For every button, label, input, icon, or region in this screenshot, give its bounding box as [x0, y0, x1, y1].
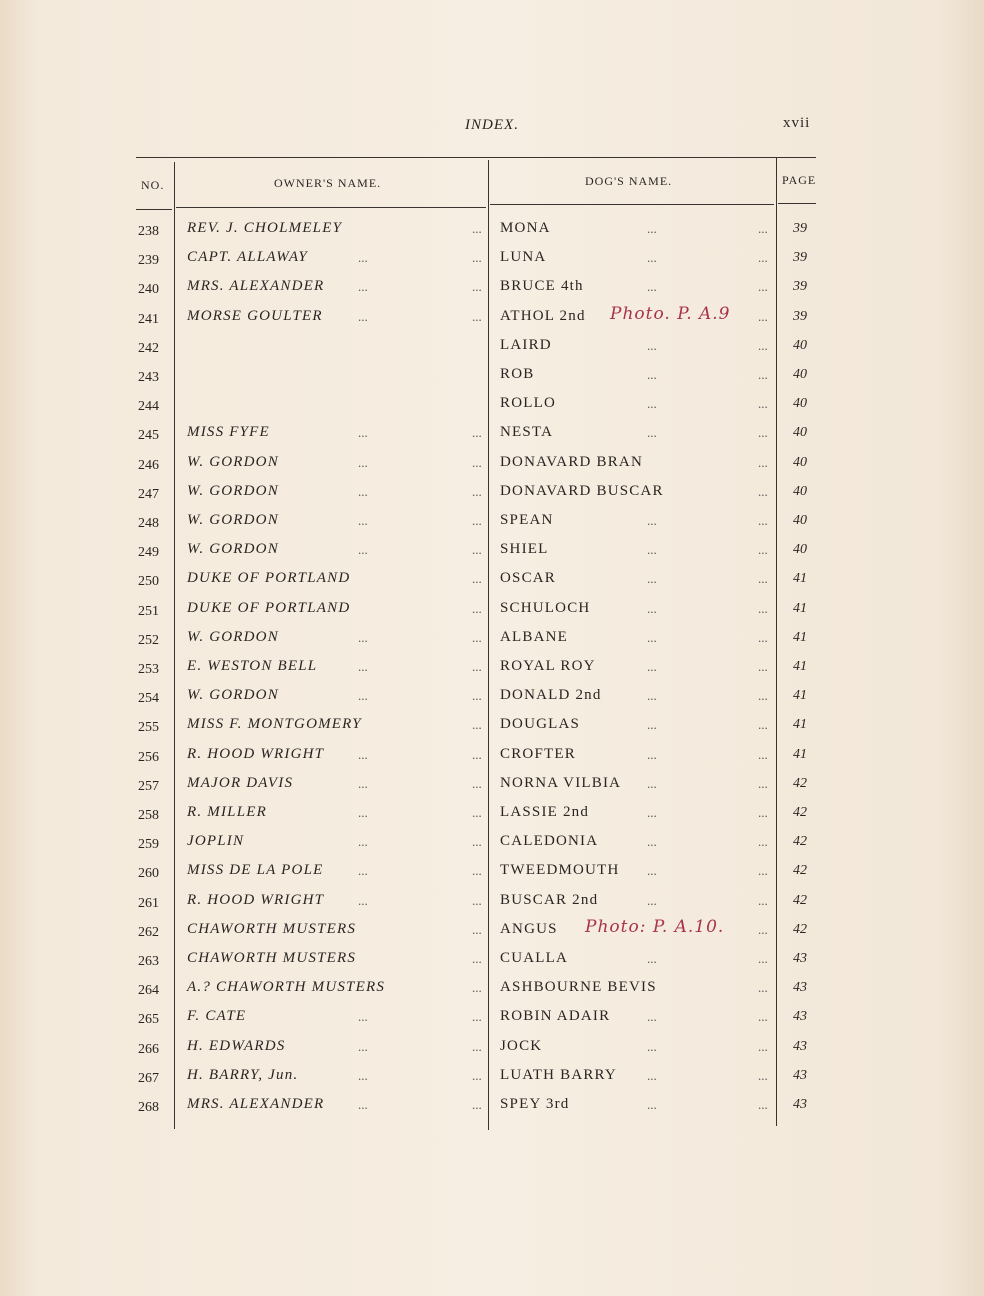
- dog-name: LUNA: [500, 249, 547, 266]
- table-row: [0, 716, 984, 745]
- table-top-rule: [136, 157, 816, 158]
- owner-column-leader: ...: [472, 659, 482, 674]
- owner-column-leader: ...: [472, 805, 482, 820]
- owner-name: CHAWORTH MUSTERS: [187, 920, 357, 937]
- owner-leader: ...: [358, 1009, 368, 1025]
- page-reference: 40: [793, 367, 807, 382]
- owner-column-leader: ...: [472, 483, 482, 499]
- dog-name: ROBIN ADAIR: [500, 1008, 611, 1025]
- page-reference: 40: [793, 513, 807, 528]
- dog-name: DOUGLAS: [500, 716, 581, 733]
- page-reference: 39: [793, 308, 807, 324]
- owner-column-leader: ...: [472, 921, 482, 937]
- owner-name: F. CATE: [187, 1008, 247, 1025]
- entry-number: 260: [138, 866, 159, 882]
- owner-name: MISS FYFE: [187, 424, 270, 441]
- dog-name: ROB: [500, 366, 535, 382]
- owner-leader: ...: [358, 250, 368, 266]
- dog-name: TWEEDMOUTH: [500, 862, 620, 879]
- dog-leader: ...: [647, 1038, 657, 1054]
- dog-leader: ...: [647, 1067, 657, 1083]
- page-leader: ...: [758, 367, 768, 382]
- owner-name: MORSE GOULTER: [187, 307, 323, 324]
- owner-leader: ...: [358, 834, 368, 850]
- owner-leader: ...: [358, 805, 368, 820]
- dog-leader: ...: [647, 221, 657, 236]
- entry-number: 267: [138, 1070, 159, 1086]
- owner-name: W. GORDON: [187, 512, 279, 528]
- dog-name: SHIEL: [500, 541, 549, 558]
- dog-name: LUATH BARRY: [500, 1066, 617, 1083]
- dog-leader: ...: [647, 688, 657, 704]
- page-reference: 42: [793, 921, 807, 937]
- dog-leader: ...: [647, 629, 657, 645]
- no-header-underline: [136, 209, 172, 210]
- page-leader: ...: [758, 337, 768, 353]
- owner-name: JOPLIN: [187, 833, 245, 850]
- owner-column-leader: ...: [472, 250, 482, 266]
- dog-leader: ...: [647, 250, 657, 266]
- table-row: [0, 1038, 984, 1067]
- owner-name: MISS F. MONTGOMERY: [187, 716, 362, 733]
- entry-number: 262: [138, 924, 159, 940]
- dog-leader: ...: [647, 951, 657, 966]
- dog-name: LAIRD: [500, 336, 552, 353]
- owner-leader: ...: [358, 688, 368, 704]
- page-reference: 42: [793, 863, 807, 879]
- owner-leader: ...: [358, 542, 368, 558]
- owner-name: R. HOOD WRIGHT: [187, 745, 325, 762]
- page-leader: ...: [758, 805, 768, 820]
- owner-column-leader: ...: [472, 454, 482, 470]
- table-row: [0, 395, 984, 424]
- dog-name: NORNA VILBIA: [500, 774, 622, 791]
- dog-leader: ...: [647, 513, 657, 528]
- owner-name: MAJOR DAVIS: [187, 774, 294, 791]
- entry-number: 242: [138, 340, 159, 356]
- entry-number: 256: [138, 749, 159, 765]
- owner-leader: ...: [358, 279, 368, 295]
- page-reference: 42: [793, 892, 807, 908]
- owner-leader: ...: [358, 746, 368, 762]
- page-leader: ...: [758, 425, 768, 441]
- table-row: [0, 600, 984, 629]
- table-row: [0, 1008, 984, 1037]
- dog-name: DONALD 2nd: [500, 687, 602, 704]
- table-row: [0, 366, 984, 395]
- owner-column-leader: ...: [472, 279, 482, 295]
- owner-leader: ...: [358, 1067, 368, 1083]
- table-row: [0, 746, 984, 775]
- column-header-owner: OWNER'S NAME.: [274, 176, 382, 190]
- dog-leader: ...: [647, 396, 657, 412]
- dog-leader: ...: [647, 542, 657, 558]
- dog-name: DONAVARD BUSCAR: [500, 482, 664, 499]
- owner-name: CHAWORTH MUSTERS: [187, 950, 357, 966]
- page-reference: 42: [793, 775, 807, 791]
- owner-leader: ...: [358, 483, 368, 499]
- dog-name: ANGUS: [500, 920, 558, 937]
- page-reference: 43: [793, 1038, 807, 1054]
- table-row: [0, 658, 984, 687]
- owner-name: A.? CHAWORTH MUSTERS: [187, 979, 386, 996]
- owner-leader: ...: [358, 454, 368, 470]
- table-row: [0, 629, 984, 658]
- page-leader: ...: [758, 717, 768, 733]
- owner-leader: ...: [358, 775, 368, 791]
- dog-leader: ...: [647, 775, 657, 791]
- page-leader: ...: [758, 1067, 768, 1083]
- owner-name: W. GORDON: [187, 453, 279, 470]
- owner-column-leader: ...: [472, 542, 482, 558]
- dog-name: JOCK: [500, 1037, 543, 1054]
- page-leader: ...: [758, 980, 768, 996]
- table-row: [0, 278, 984, 307]
- table-row: [0, 892, 984, 921]
- page-leader: ...: [758, 863, 768, 879]
- owner-name: REV. J. CHOLMELEY: [187, 220, 343, 236]
- page-leader: ...: [758, 892, 768, 908]
- page-reference: 40: [793, 396, 807, 412]
- owner-column-leader: ...: [472, 775, 482, 791]
- page-reference: 39: [793, 221, 807, 236]
- owner-name: MRS. ALEXANDER: [187, 1096, 325, 1112]
- table-row: [0, 541, 984, 570]
- page-leader: ...: [758, 308, 768, 324]
- owner-leader: ...: [358, 425, 368, 441]
- entry-number: 266: [138, 1041, 159, 1057]
- dog-leader: ...: [647, 659, 657, 674]
- dog-name: BRUCE 4th: [500, 278, 584, 295]
- page-leader: ...: [758, 1097, 768, 1112]
- page-leader: ...: [758, 951, 768, 966]
- page-leader: ...: [758, 775, 768, 791]
- owner-name: R. HOOD WRIGHT: [187, 891, 325, 908]
- page-leader: ...: [758, 1009, 768, 1025]
- table-row: [0, 804, 984, 833]
- owner-leader: ...: [358, 659, 368, 674]
- owner-column-leader: ...: [472, 688, 482, 704]
- dog-leader: ...: [647, 425, 657, 441]
- table-row: [0, 775, 984, 804]
- dog-name: NESTA: [500, 424, 554, 441]
- owner-name: W. GORDON: [187, 541, 279, 558]
- table-row: [0, 570, 984, 599]
- page-leader: ...: [758, 483, 768, 499]
- dog-name: BUSCAR 2nd: [500, 891, 599, 908]
- owner-column-leader: ...: [472, 1097, 482, 1112]
- table-row: [0, 454, 984, 483]
- dog-leader: ...: [647, 600, 657, 616]
- page-leader: ...: [758, 571, 768, 587]
- dog-leader: ...: [647, 746, 657, 762]
- table-row: [0, 862, 984, 891]
- page-leader: ...: [758, 834, 768, 850]
- owner-column-leader: ...: [472, 571, 482, 587]
- table-row: [0, 512, 984, 541]
- owner-name: E. WESTON BELL: [187, 658, 318, 674]
- page-title: INDEX.: [465, 117, 519, 133]
- owner-column-leader: ...: [472, 980, 482, 996]
- dog-name: ALBANE: [500, 628, 569, 645]
- dog-name: OSCAR: [500, 570, 557, 587]
- entry-number: 268: [138, 1100, 159, 1115]
- dog-name: SPEAN: [500, 512, 554, 528]
- entry-number: 240: [138, 282, 159, 298]
- dog-name: ATHOL 2nd: [500, 307, 586, 324]
- entry-number: 265: [138, 1012, 159, 1028]
- owner-leader: ...: [358, 1038, 368, 1054]
- column-header-page: PAGE: [782, 173, 817, 187]
- table-row: [0, 303, 984, 337]
- entry-number: 261: [138, 895, 159, 911]
- owner-name: H. BARRY, Jun.: [187, 1066, 299, 1083]
- page-leader: ...: [758, 746, 768, 762]
- page-leader: ...: [758, 221, 768, 236]
- entry-number: 254: [138, 691, 159, 707]
- dog-name: MONA: [500, 220, 551, 236]
- column-header-no: NO.: [141, 178, 165, 192]
- page-reference: 41: [793, 688, 807, 704]
- owner-name: W. GORDON: [187, 628, 279, 645]
- dog-name: ROYAL ROY: [500, 658, 596, 674]
- dog-header-underline: [490, 204, 774, 205]
- page-leader: ...: [758, 629, 768, 645]
- owner-column-leader: ...: [472, 834, 482, 850]
- table-row: [0, 916, 984, 950]
- page-reference: 41: [793, 629, 807, 645]
- table-row: [0, 833, 984, 862]
- dog-leader: ...: [647, 571, 657, 587]
- page-reference: 43: [793, 1097, 807, 1112]
- entry-number: 238: [138, 224, 159, 239]
- page-reference: 43: [793, 951, 807, 966]
- owner-column-leader: ...: [472, 221, 482, 236]
- page-reference: 40: [793, 542, 807, 558]
- entry-number: 249: [138, 545, 159, 561]
- table-row: [0, 483, 984, 512]
- owner-name: MRS. ALEXANDER: [187, 278, 325, 295]
- entry-number: 247: [138, 486, 159, 502]
- entry-number: 257: [138, 778, 159, 794]
- owner-column-leader: ...: [472, 746, 482, 762]
- dog-name: SPEY 3rd: [500, 1096, 570, 1112]
- page-reference: 41: [793, 600, 807, 616]
- dog-leader: ...: [647, 337, 657, 353]
- owner-column-leader: ...: [472, 1067, 482, 1083]
- owner-name: H. EDWARDS: [187, 1037, 286, 1054]
- owner-header-underline: [176, 207, 486, 208]
- entry-number: 250: [138, 574, 159, 590]
- page-reference: 42: [793, 805, 807, 820]
- dog-leader: ...: [647, 863, 657, 879]
- dog-name: DONAVARD BRAN: [500, 453, 643, 470]
- owner-leader: ...: [358, 308, 368, 324]
- owner-column-leader: ...: [472, 1009, 482, 1025]
- table-row: [0, 249, 984, 278]
- handwritten-annotation: Photo. P. A.9: [610, 303, 731, 324]
- owner-column-leader: ...: [472, 425, 482, 441]
- owner-leader: ...: [358, 1097, 368, 1112]
- entry-number: 263: [138, 954, 159, 969]
- page-reference: 41: [793, 571, 807, 587]
- entry-number: 252: [138, 632, 159, 648]
- page-reference: 43: [793, 1067, 807, 1083]
- owner-name: R. MILLER: [187, 804, 267, 820]
- page-reference: 41: [793, 717, 807, 733]
- owner-name: MISS DE LA POLE: [187, 862, 324, 879]
- owner-column-leader: ...: [472, 951, 482, 966]
- page-leader: ...: [758, 659, 768, 674]
- entry-number: 259: [138, 837, 159, 853]
- owner-column-leader: ...: [472, 308, 482, 324]
- dog-leader: ...: [647, 892, 657, 908]
- table-row: [0, 220, 984, 249]
- entry-number: 246: [138, 457, 159, 473]
- handwritten-annotation: Photo: P. A.10.: [585, 916, 725, 937]
- column-header-dog: DOG'S NAME.: [585, 174, 673, 188]
- owner-column-leader: ...: [472, 1038, 482, 1054]
- dog-leader: ...: [647, 717, 657, 733]
- page-reference: 41: [793, 659, 807, 674]
- table-row: [0, 950, 984, 979]
- owner-name: DUKE OF PORTLAND: [187, 570, 351, 587]
- entry-number: 255: [138, 720, 159, 736]
- table-row: [0, 424, 984, 453]
- page-reference: 39: [793, 279, 807, 295]
- table-row: [0, 979, 984, 1008]
- page-leader: ...: [758, 688, 768, 704]
- page-header-underline: [778, 203, 816, 204]
- dog-leader: ...: [647, 279, 657, 295]
- page-leader: ...: [758, 454, 768, 470]
- page-reference: 40: [793, 337, 807, 353]
- owner-leader: ...: [358, 629, 368, 645]
- entry-number: 248: [138, 516, 159, 531]
- dog-name: CALEDONIA: [500, 833, 599, 850]
- owner-leader: ...: [358, 863, 368, 879]
- page-reference: 40: [793, 425, 807, 441]
- owner-column-leader: ...: [472, 717, 482, 733]
- owner-leader: ...: [358, 513, 368, 528]
- owner-column-leader: ...: [472, 629, 482, 645]
- entry-number: 264: [138, 983, 159, 999]
- dog-name: ROLLO: [500, 395, 556, 412]
- entry-number: 239: [138, 253, 159, 269]
- page-leader: ...: [758, 513, 768, 528]
- owner-leader: ...: [358, 892, 368, 908]
- dog-name: ASHBOURNE BEVIS: [500, 979, 657, 996]
- page-leader: ...: [758, 542, 768, 558]
- dog-leader: ...: [647, 805, 657, 820]
- table-row: [0, 1096, 984, 1125]
- page-reference: 41: [793, 746, 807, 762]
- dog-leader: ...: [647, 834, 657, 850]
- entry-number: 258: [138, 808, 159, 823]
- entry-number: 241: [138, 311, 159, 327]
- owner-column-leader: ...: [472, 892, 482, 908]
- dog-name: CUALLA: [500, 950, 569, 966]
- entry-number: 253: [138, 662, 159, 677]
- dog-name: CROFTER: [500, 745, 576, 762]
- dog-name: SCHULOCH: [500, 599, 591, 616]
- page-reference: 39: [793, 250, 807, 266]
- table-row: [0, 337, 984, 366]
- page-leader: ...: [758, 1038, 768, 1054]
- page-leader: ...: [758, 279, 768, 295]
- entry-number: 251: [138, 603, 159, 619]
- entry-number: 245: [138, 428, 159, 444]
- owner-name: CAPT. ALLAWAY: [187, 249, 308, 266]
- page-leader: ...: [758, 921, 768, 937]
- page-number: xvii: [783, 115, 811, 131]
- dog-leader: ...: [647, 1009, 657, 1025]
- owner-name: W. GORDON: [187, 687, 279, 704]
- dog-leader: ...: [647, 367, 657, 382]
- page-reference: 40: [793, 454, 807, 470]
- table-row: [0, 687, 984, 716]
- page-reference: 43: [793, 980, 807, 996]
- page-reference: 40: [793, 483, 807, 499]
- entry-number: 243: [138, 370, 159, 385]
- page-leader: ...: [758, 396, 768, 412]
- owner-column-leader: ...: [472, 863, 482, 879]
- dog-leader: ...: [647, 1097, 657, 1112]
- page-reference: 43: [793, 1009, 807, 1025]
- entry-number: 244: [138, 399, 159, 415]
- owner-column-leader: ...: [472, 600, 482, 616]
- owner-name: W. GORDON: [187, 482, 279, 499]
- page-leader: ...: [758, 250, 768, 266]
- owner-column-leader: ...: [472, 513, 482, 528]
- owner-name: DUKE OF PORTLAND: [187, 599, 351, 616]
- dog-name: LASSIE 2nd: [500, 804, 590, 820]
- table-row: [0, 1067, 984, 1096]
- page-leader: ...: [758, 600, 768, 616]
- page-reference: 42: [793, 834, 807, 850]
